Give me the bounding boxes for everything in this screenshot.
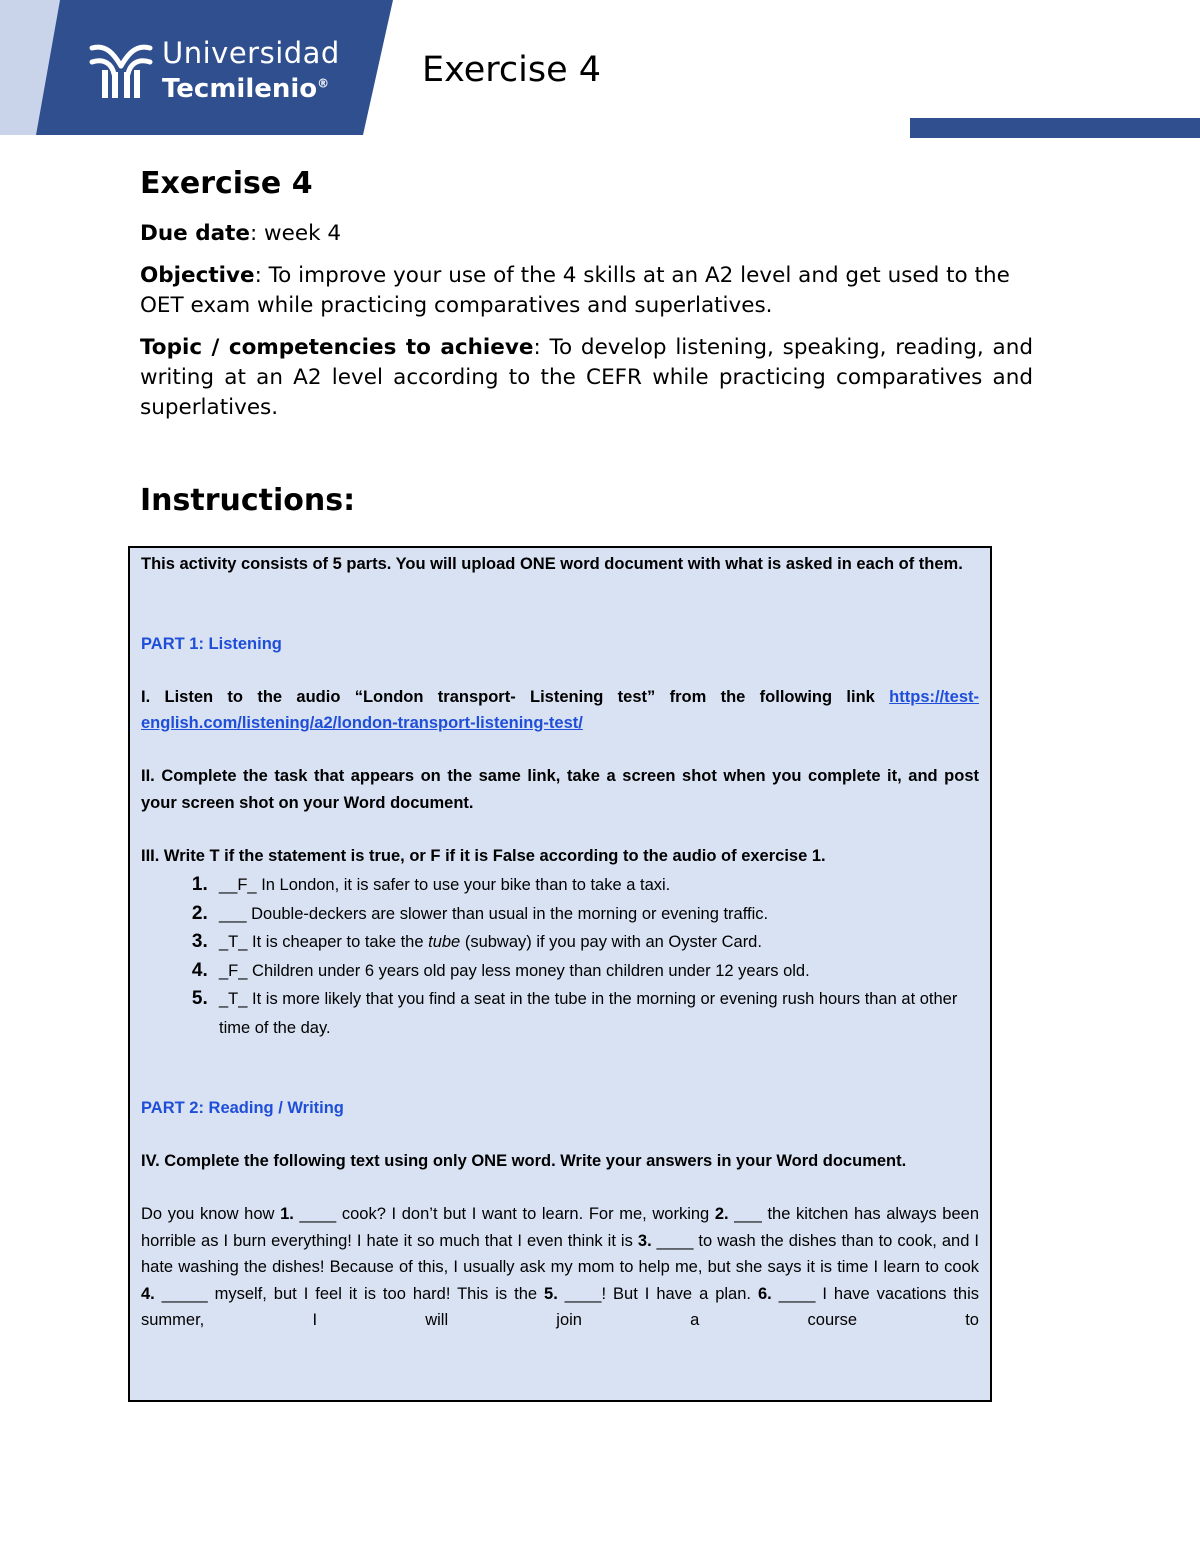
step3: III. Write T if the statement is true, or F if it is False according to the audio of exercise 1.: [141, 846, 826, 865]
logo-wordmark-line1: Universidad: [162, 36, 340, 70]
step4: IV. Complete the following text using only ONE word. Write your answers in your Word document.: [141, 1152, 907, 1170]
exercise-heading: Exercise 4: [140, 166, 313, 201]
part1-title: PART 1: Listening: [141, 634, 282, 653]
cloze-paragraph: Do you know how 1. ____ cook? I don’t but I want to learn. For me, working 2. ___ the kitchen has always been horrible as I burn everything! I hate it so much that I even think it is 3. ____ to wash the dishes than to cook, and I hate washing the dishes! Because of this, I usually ask my mom to help me, but she says it is time I learn to cook 4. _____ myself, but I feel it is too hard! This is the 5. ____! But I have a plan. 6. ____ I have vacations this summer, I will join a course to: [141, 1205, 980, 1329]
listening-test-link[interactable]: https://test-english.com/listening/a2/london-transport-listening-test/: [141, 687, 979, 732]
step2: II. Complete the task that appears on the same link, take a screen shot when you complete it, and post your screen shot on your Word document.: [141, 767, 979, 812]
true-false-list: [141, 871, 979, 1042]
part2-title: PART 2: Reading / Writing: [141, 1099, 344, 1117]
header-accent-bar: [910, 118, 1200, 138]
list-item: 4. _F_ Children under 6 years old pay less money than children under 12 years old.: [213, 957, 979, 986]
document-body: [140, 166, 1033, 518]
list-item: 2. ___ Double-deckers are slower than usual in the morning or evening traffic.: [213, 900, 979, 929]
header-title: Exercise 4: [422, 50, 602, 90]
objective: Objective: To improve your use of the 4 skills at an A2 level and get used to the OET exam while practicing comparatives and superlatives.: [140, 263, 1010, 318]
list-item: 5. _T_ It is more likely that you find a seat in the tube in the morning or evening rush hours than at other time of the day.: [213, 985, 979, 1042]
step1: I. Listen to the audio “London transport- Listening test” from the following link https://test-english.com/listening/a2/london-transport-listening-test/: [141, 687, 979, 732]
list-item: 3. _T_ It is cheaper to take the tube (subway) if you pay with an Oyster Card.: [213, 928, 979, 957]
activity-intro: This activity consists of 5 parts. You will upload ONE word document with what is asked in each of them.: [141, 555, 963, 573]
instructions-heading: Instructions:: [140, 483, 356, 518]
topic-competencies: Topic / competencies to achieve: To develop listening, speaking, reading, and writing at an A2 level according to the CEFR while practicing comparatives and superlatives.: [140, 335, 1033, 420]
logo-wordmark-line2: Tecmilenio®: [162, 74, 330, 104]
due-date: Due date: week 4: [140, 221, 342, 246]
university-logo-icon: [88, 34, 154, 100]
instructions-box: [128, 546, 992, 1402]
list-item: 1. __F_ In London, it is safer to use your bike than to take a taxi.: [213, 871, 979, 900]
